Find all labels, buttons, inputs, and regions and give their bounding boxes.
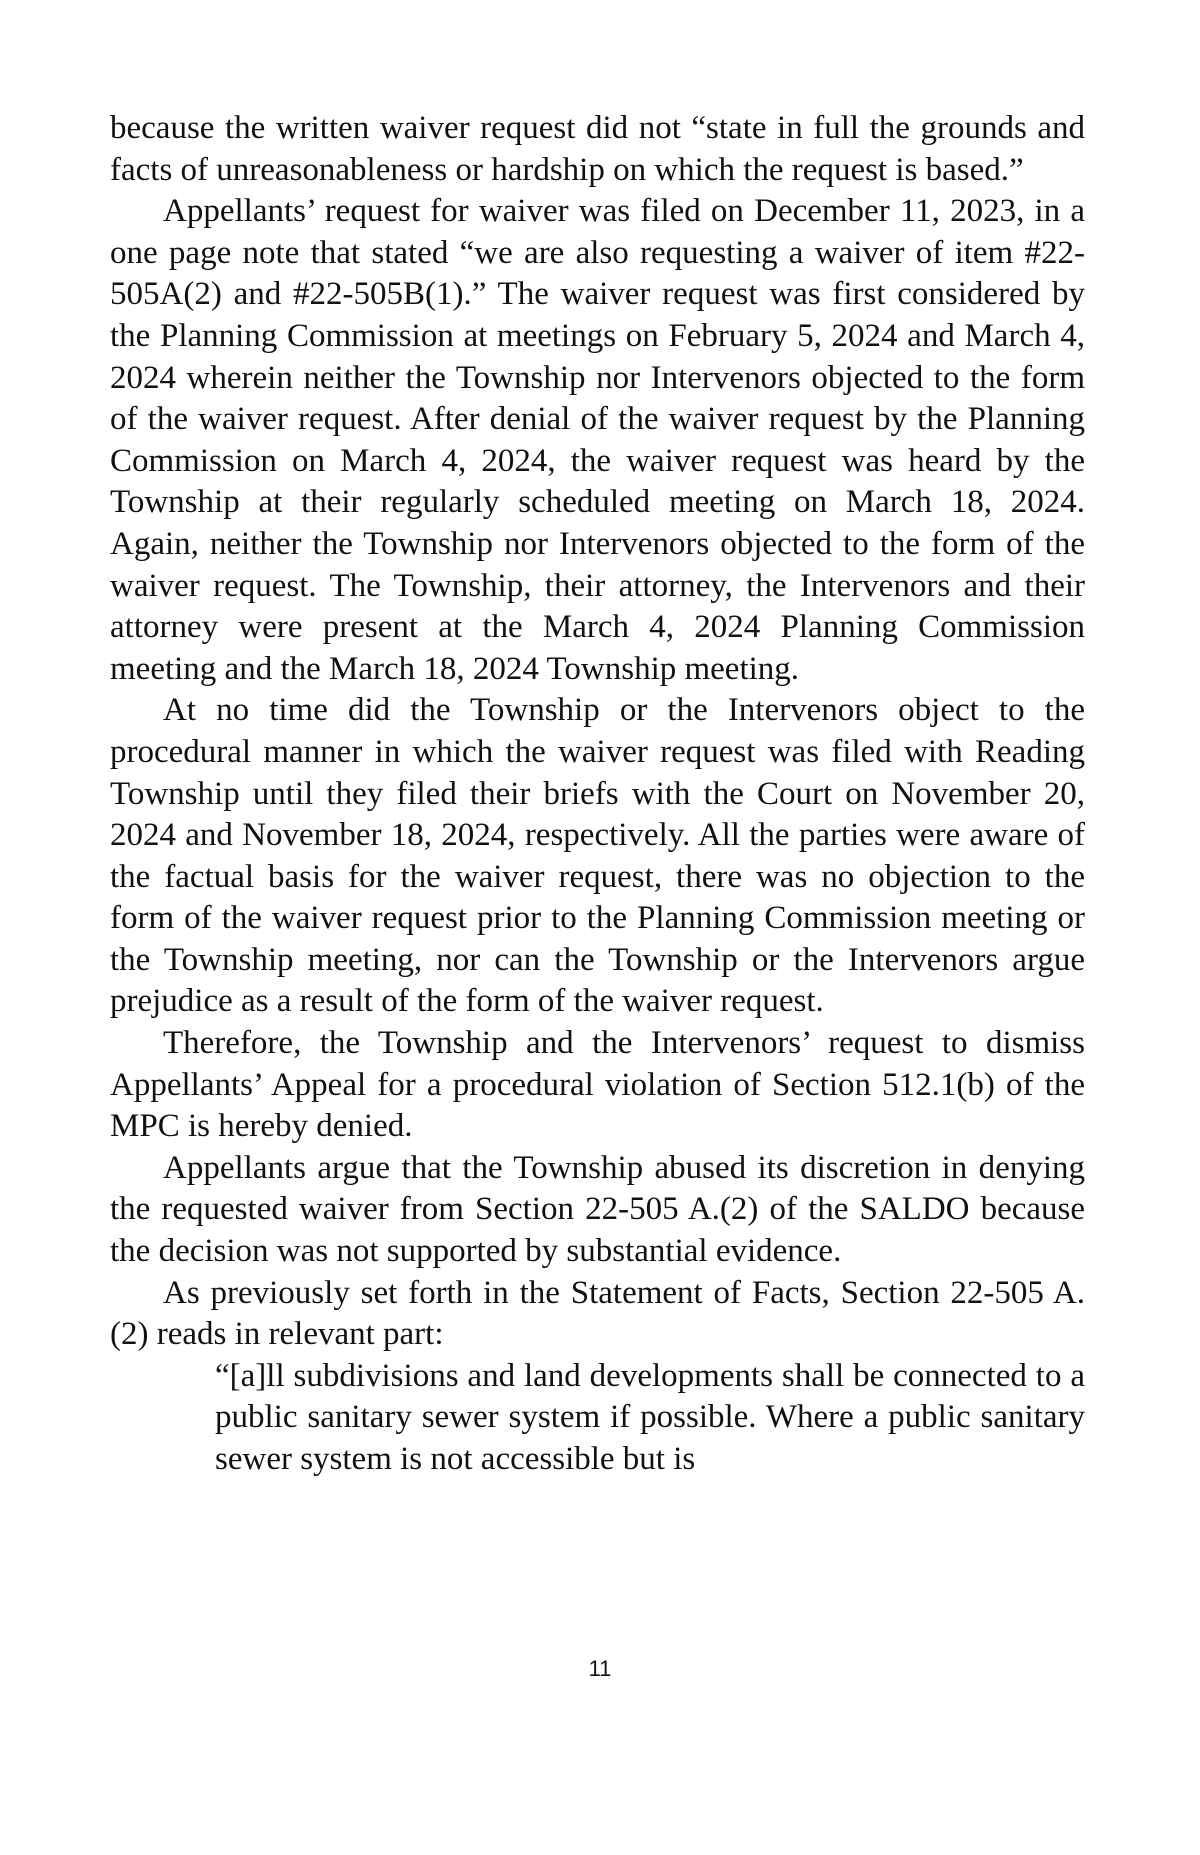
page-number: 11 — [588, 1656, 612, 1681]
block-quote: “[a]ll subdivisions and land developments shall be connected to a public sanitary sewer system if possible. Where a public sanitary sewer system is not accessible but is — [215, 1357, 1085, 1477]
paragraph-dismissal-denied: Therefore, the Township and the Intervenors’ request to dismiss Appellants’ Appeal for a procedural violation of Section 512.1(b) of the MPC is hereby denied. — [110, 1025, 1085, 1145]
paragraph-abuse-of-discretion: Appellants argue that the Township abused its discretion in denying the requested waiver from Section 22-505 A.(2) of the SALDO because the decision was not supported by substantial evidence. — [110, 1149, 1085, 1270]
paragraph-waiver-filing: Appellants’ request for waiver was filed on December 11, 2023, in a one page note that stated “we are also requesting a waiver of item #22-505A(2) and #22-505B(1).” The waiver request was first considered by the Planning Commission at meetings on February 5, 2024 and March 4, 2024 wherein neither the Township nor Intervenors objected to the form of the waiver request. After denial of the waiver request by the Planning Commission on March 4, 2024, the waiver request was heard by the Township at their regularly scheduled meeting on March 18, 2024. Again, neither the Township nor Intervenors objected to the form of the waiver request. The Township, their attorney, the Intervenors and their attorney were present at the March 4, 2024 Planning Commission meeting and the March 18, 2024 Township meeting. — [110, 193, 1085, 687]
paragraph-section-reference: As previously set forth in the Statement of Facts, Section 22-505 A.(2) reads in relevant part: — [110, 1274, 1085, 1353]
paragraph-continuation: because the written waiver request did not “state in full the grounds and facts of unreasonableness or hardship on which the request is based.” — [110, 110, 1085, 188]
paragraph-no-objection: At no time did the Township or the Intervenors object to the procedural manner in which the waiver request was filed with Reading Township until they filed their briefs with the Court on November 20, 2024 and November 18, 2024, respectively. All the parties were aware of the factual basis for the waiver request, there was no objection to the form of the waiver request prior to the Planning Commission meeting or the Township meeting, nor can the Township or the Intervenors argue prejudice as a result of the form of the waiver request. — [110, 692, 1085, 1020]
body-text — [110, 108, 1085, 1481]
